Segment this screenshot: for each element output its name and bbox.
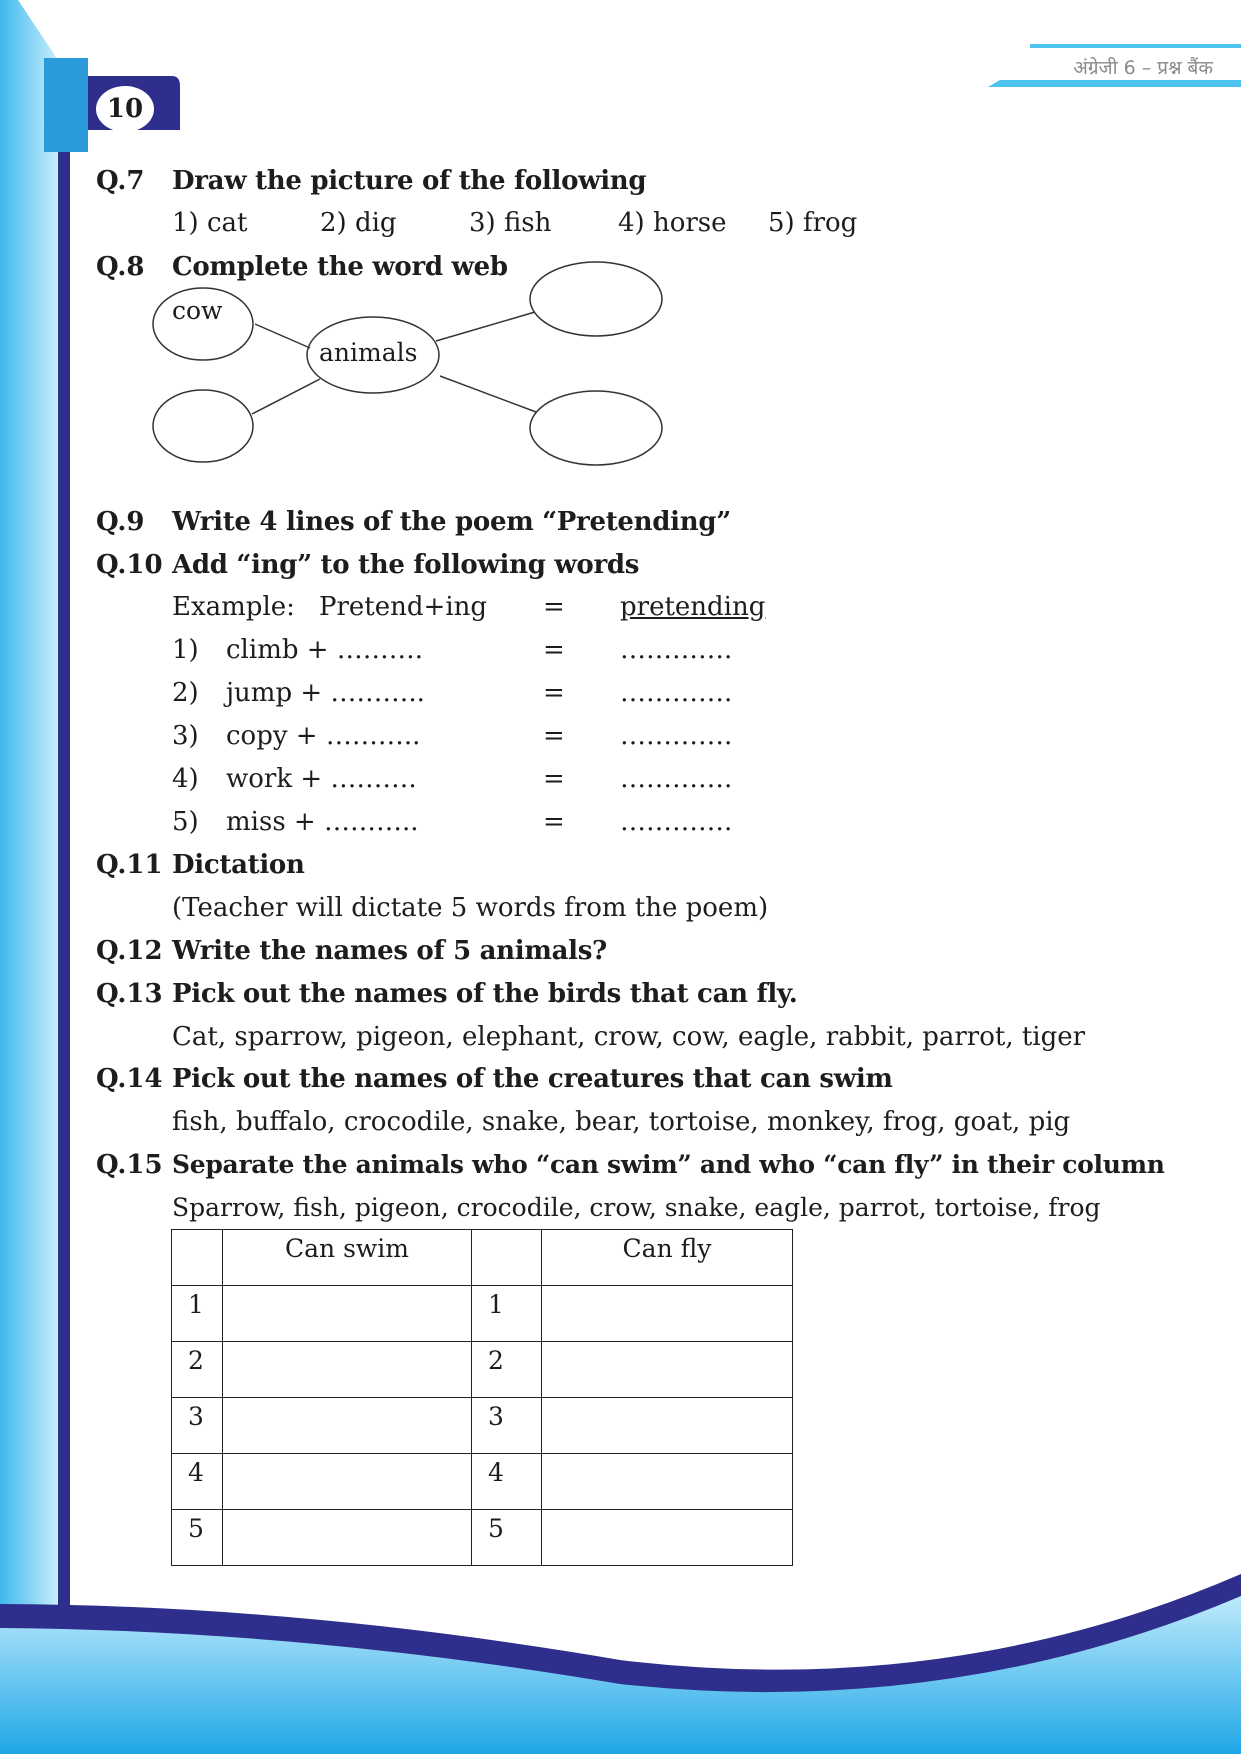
fly-answer-cell[interactable] — [542, 1342, 793, 1398]
row-index: 4 — [472, 1454, 542, 1510]
example-label: Example: — [172, 592, 295, 622]
row-eq: = — [543, 807, 565, 837]
row-word: jump + ……….. — [226, 678, 425, 708]
web-node-blank — [530, 262, 662, 336]
row-number: 2) — [172, 678, 199, 708]
q7-item: 1) cat — [172, 208, 248, 238]
web-label-center: animals — [319, 338, 418, 367]
swim-answer-cell[interactable] — [223, 1342, 472, 1398]
row-blank: …………. — [620, 678, 733, 708]
row-index: 3 — [472, 1398, 542, 1454]
row-index: 1 — [472, 1286, 542, 1342]
q9-text: Write 4 lines of the poem “Pretending” — [172, 507, 731, 537]
fly-answer-cell[interactable] — [542, 1398, 793, 1454]
q12-number: Q.12 — [96, 936, 163, 966]
q15-sub: Sparrow, fish, pigeon, crocodile, crow, snake, eagle, parrot, tortoise, frog — [172, 1193, 1101, 1222]
q13-sub: Cat, sparrow, pigeon, elephant, crow, cow, eagle, rabbit, parrot, tiger — [172, 1022, 1086, 1052]
fly-answer-cell[interactable] — [542, 1510, 793, 1566]
example-word: Pretend+ing — [319, 592, 488, 622]
q11-sub: (Teacher will dictate 5 words from the poem) — [172, 893, 769, 923]
q7-text: Draw the picture of the following — [172, 166, 647, 196]
row-word: miss + ……….. — [226, 807, 419, 837]
header-can-swim: Can swim — [223, 1230, 472, 1286]
row-word: copy + ……….. — [226, 721, 421, 751]
row-index: 5 — [172, 1510, 223, 1566]
q10-text: Add “ing” to the following words — [172, 550, 640, 580]
q8-number: Q.8 — [96, 252, 145, 282]
table-cell — [172, 1230, 223, 1286]
row-number: 5) — [172, 807, 199, 837]
q13-number: Q.13 — [96, 979, 163, 1009]
example-answer: pretending — [620, 592, 766, 622]
q7-item: 2) dig — [320, 208, 397, 238]
q14-sub: fish, buffalo, crocodile, snake, bear, tortoise, monkey, frog, goat, pig — [172, 1107, 1071, 1137]
row-index: 1 — [172, 1286, 223, 1342]
swim-answer-cell[interactable] — [223, 1286, 472, 1342]
q7-item: 4) horse — [618, 208, 727, 238]
row-eq: = — [543, 764, 565, 794]
q7-number: Q.7 — [96, 166, 145, 196]
q15-number: Q.15 — [96, 1150, 163, 1180]
q11-text: Dictation — [172, 850, 305, 880]
table-row — [172, 1398, 793, 1454]
row-index: 2 — [172, 1342, 223, 1398]
row-blank: …………. — [620, 721, 733, 751]
swim-answer-cell[interactable] — [223, 1454, 472, 1510]
page-number: 10 — [96, 86, 154, 132]
q12-text: Write the names of 5 animals? — [172, 936, 607, 966]
swim-answer-cell[interactable] — [223, 1398, 472, 1454]
q14-number: Q.14 — [96, 1064, 163, 1094]
q7-item: 3) fish — [469, 208, 552, 238]
table-row — [172, 1510, 793, 1566]
row-index: 2 — [472, 1342, 542, 1398]
row-number: 1) — [172, 635, 199, 665]
row-index: 5 — [472, 1510, 542, 1566]
q15-text: Separate the animals who “can swim” and who “can fly” in their column — [172, 1150, 1165, 1179]
web-node-blank — [530, 391, 662, 465]
fly-answer-cell[interactable] — [542, 1286, 793, 1342]
q10-number: Q.10 — [96, 550, 163, 580]
web-node-blank — [153, 390, 253, 462]
row-blank: …………. — [620, 635, 733, 665]
q14-text: Pick out the names of the creatures that can swim — [172, 1064, 893, 1094]
row-blank: …………. — [620, 764, 733, 794]
table-row — [172, 1454, 793, 1510]
fly-answer-cell[interactable] — [542, 1454, 793, 1510]
row-eq: = — [543, 678, 565, 708]
row-eq: = — [543, 721, 565, 751]
swim-fly-table — [171, 1229, 793, 1566]
table-row — [172, 1342, 793, 1398]
q11-number: Q.11 — [96, 850, 163, 880]
row-number: 4) — [172, 764, 199, 794]
row-index: 4 — [172, 1454, 223, 1510]
row-blank: …………. — [620, 807, 733, 837]
example-eq: = — [543, 592, 565, 622]
q8-text: Complete the word web — [172, 252, 508, 282]
table-header-row — [172, 1230, 793, 1286]
row-eq: = — [543, 635, 565, 665]
q7-item: 5) frog — [768, 208, 858, 238]
web-label-cow: cow — [172, 296, 223, 325]
header-can-fly: Can fly — [542, 1230, 793, 1286]
row-word: work + ………. — [226, 764, 417, 794]
row-word: climb + ………. — [226, 635, 424, 665]
row-index: 3 — [172, 1398, 223, 1454]
swim-answer-cell[interactable] — [223, 1510, 472, 1566]
book-title: अंग्रेजी 6 – प्रश्न बैंक — [1073, 57, 1213, 79]
table-cell — [472, 1230, 542, 1286]
q13-text: Pick out the names of the birds that can fly. — [172, 979, 798, 1009]
row-number: 3) — [172, 721, 199, 751]
q9-number: Q.9 — [96, 507, 145, 537]
table-row — [172, 1286, 793, 1342]
